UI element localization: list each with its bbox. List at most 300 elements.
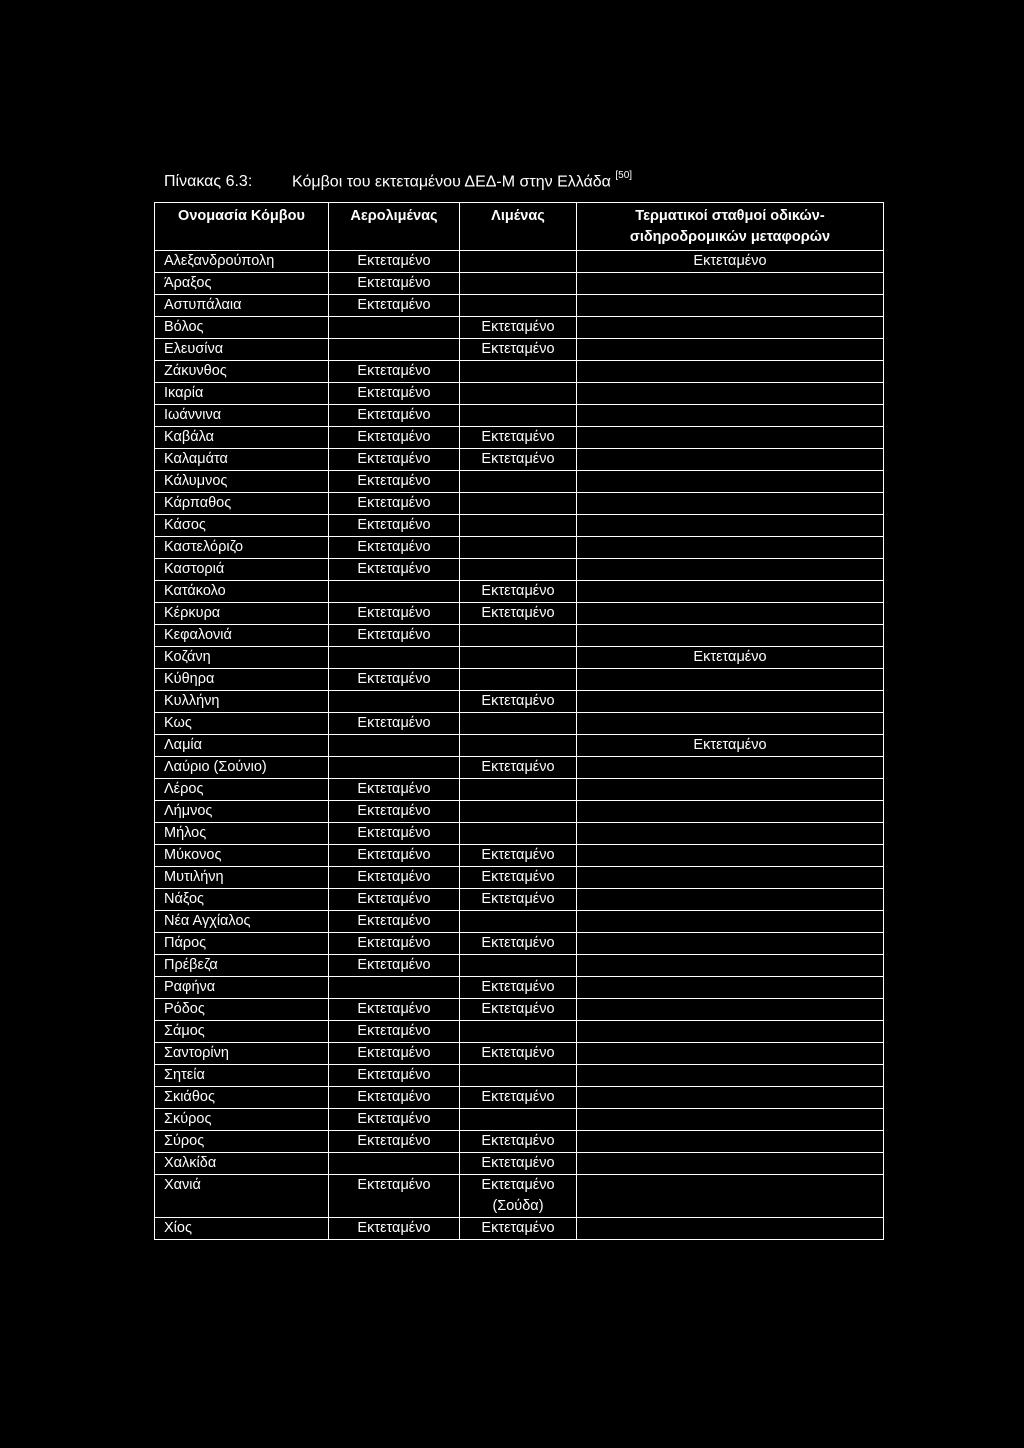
cell-port bbox=[460, 955, 577, 977]
cell-node-name bbox=[155, 493, 329, 515]
cell-airport bbox=[329, 339, 460, 361]
cell-airport-text: Εκτεταμένο bbox=[357, 407, 431, 423]
cell-airport bbox=[329, 801, 460, 823]
cell-port bbox=[460, 383, 577, 405]
cell-airport bbox=[329, 515, 460, 537]
cell-port bbox=[460, 581, 577, 603]
cell-terminal bbox=[577, 537, 884, 559]
cell-port bbox=[460, 405, 577, 427]
cell-node-name-text: Ικαρία bbox=[164, 385, 204, 401]
cell-node-name-text: Καλαμάτα bbox=[164, 451, 228, 467]
cell-port bbox=[460, 757, 577, 779]
table-row bbox=[155, 317, 884, 339]
cell-port-text: Εκτεταμένο bbox=[481, 1177, 555, 1193]
cell-port bbox=[460, 625, 577, 647]
cell-node-name bbox=[155, 603, 329, 625]
cell-node-name-text: Καστελόριζο bbox=[164, 539, 244, 555]
table-body bbox=[155, 251, 884, 1240]
cell-airport bbox=[329, 691, 460, 713]
cell-terminal bbox=[577, 999, 884, 1021]
cell-port-text: Εκτεταμένο bbox=[481, 341, 555, 357]
table-row bbox=[155, 493, 884, 515]
cell-node-name-text: Αστυπάλαια bbox=[164, 297, 242, 313]
cell-terminal bbox=[577, 449, 884, 471]
cell-terminal bbox=[577, 405, 884, 427]
table-row bbox=[155, 625, 884, 647]
cell-node-name bbox=[155, 647, 329, 669]
cell-terminal bbox=[577, 559, 884, 581]
cell-node-name bbox=[155, 339, 329, 361]
cell-airport bbox=[329, 823, 460, 845]
cell-port bbox=[460, 669, 577, 691]
cell-terminal bbox=[577, 823, 884, 845]
cell-port bbox=[460, 1043, 577, 1065]
cell-node-name bbox=[155, 933, 329, 955]
table-row bbox=[155, 405, 884, 427]
cell-node-name bbox=[155, 471, 329, 493]
cell-airport-text: Εκτεταμένο bbox=[357, 1089, 431, 1105]
table-caption-title: Κόμβοι του εκτεταμένου ΔΕΔ-Μ στην Ελλάδα bbox=[292, 173, 611, 191]
cell-airport-text: Εκτεταμένο bbox=[357, 539, 431, 555]
cell-port-text: Εκτεταμένο bbox=[481, 1045, 555, 1061]
cell-node-name bbox=[155, 581, 329, 603]
table-caption bbox=[164, 172, 632, 191]
cell-port bbox=[460, 1087, 577, 1109]
cell-port bbox=[460, 1153, 577, 1175]
cell-airport-text: Εκτεταμένο bbox=[357, 847, 431, 863]
cell-terminal bbox=[577, 251, 884, 273]
cell-node-name bbox=[155, 383, 329, 405]
cell-port bbox=[460, 251, 577, 273]
table-caption-reference: [50] bbox=[615, 170, 633, 181]
cell-terminal bbox=[577, 603, 884, 625]
cell-terminal bbox=[577, 493, 884, 515]
cell-node-name-text: Σκιάθος bbox=[164, 1089, 215, 1105]
cell-port bbox=[460, 603, 577, 625]
cell-port bbox=[460, 999, 577, 1021]
table-row bbox=[155, 339, 884, 361]
cell-port-text: Εκτεταμένο bbox=[481, 319, 555, 335]
cell-port-text: Εκτεταμένο bbox=[481, 1089, 555, 1105]
cell-airport-text: Εκτεταμένο bbox=[357, 429, 431, 445]
cell-airport-text: Εκτεταμένο bbox=[357, 627, 431, 643]
cell-node-name bbox=[155, 317, 329, 339]
cell-terminal bbox=[577, 669, 884, 691]
cell-node-name bbox=[155, 1218, 329, 1240]
cell-node-name-text: Κυλλήνη bbox=[164, 693, 220, 709]
cell-port-text: Εκτεταμένο bbox=[481, 1220, 555, 1236]
cell-port bbox=[460, 977, 577, 999]
cell-port bbox=[460, 1065, 577, 1087]
cell-node-name bbox=[155, 845, 329, 867]
table-row bbox=[155, 933, 884, 955]
cell-airport bbox=[329, 1109, 460, 1131]
table-row bbox=[155, 779, 884, 801]
cell-port bbox=[460, 1109, 577, 1131]
cell-port bbox=[460, 559, 577, 581]
cell-node-name bbox=[155, 735, 329, 757]
cell-node-name-text: Λαμία bbox=[164, 737, 203, 753]
cell-node-name bbox=[155, 779, 329, 801]
cell-airport-text: Εκτεταμένο bbox=[357, 671, 431, 687]
cell-airport bbox=[329, 537, 460, 559]
cell-node-name-text: Λήμνος bbox=[164, 803, 213, 819]
cell-node-name bbox=[155, 1175, 329, 1218]
cell-airport bbox=[329, 1065, 460, 1087]
cell-airport-text: Εκτεταμένο bbox=[357, 869, 431, 885]
cell-node-name bbox=[155, 1153, 329, 1175]
cell-airport bbox=[329, 625, 460, 647]
table-row bbox=[155, 515, 884, 537]
cell-port bbox=[460, 779, 577, 801]
cell-airport bbox=[329, 581, 460, 603]
cell-airport bbox=[329, 779, 460, 801]
cell-airport-text: Εκτεταμένο bbox=[357, 385, 431, 401]
cell-airport bbox=[329, 405, 460, 427]
cell-node-name bbox=[155, 273, 329, 295]
cell-airport-text: Εκτεταμένο bbox=[357, 1067, 431, 1083]
cell-node-name-text: Καστοριά bbox=[164, 561, 225, 577]
cell-node-name bbox=[155, 559, 329, 581]
cell-port bbox=[460, 1175, 577, 1218]
cell-terminal bbox=[577, 1175, 884, 1218]
cell-airport bbox=[329, 1043, 460, 1065]
table-row bbox=[155, 427, 884, 449]
cell-airport bbox=[329, 977, 460, 999]
cell-node-name bbox=[155, 911, 329, 933]
cell-port-text: Εκτεταμένο bbox=[481, 605, 555, 621]
cell-airport bbox=[329, 449, 460, 471]
cell-airport-text: Εκτεταμένο bbox=[357, 1001, 431, 1017]
cell-node-name bbox=[155, 757, 329, 779]
table-row bbox=[155, 1131, 884, 1153]
header-node-name: Ονομασία Κόμβου bbox=[155, 203, 329, 251]
cell-airport bbox=[329, 933, 460, 955]
cell-node-name-text: Σητεία bbox=[164, 1067, 205, 1083]
cell-terminal bbox=[577, 977, 884, 999]
cell-terminal bbox=[577, 911, 884, 933]
cell-node-name bbox=[155, 405, 329, 427]
cell-terminal bbox=[577, 691, 884, 713]
cell-port bbox=[460, 361, 577, 383]
cell-airport-text: Εκτεταμένο bbox=[357, 561, 431, 577]
cell-node-name bbox=[155, 955, 329, 977]
cell-node-name-text: Χανιά bbox=[164, 1177, 201, 1193]
cell-port-text: Εκτεταμένο bbox=[481, 869, 555, 885]
cell-airport-text: Εκτεταμένο bbox=[357, 803, 431, 819]
cell-terminal bbox=[577, 317, 884, 339]
table-row bbox=[155, 757, 884, 779]
table-row bbox=[155, 1218, 884, 1240]
cell-node-name-text: Ελευσίνα bbox=[164, 341, 224, 357]
table-row bbox=[155, 955, 884, 977]
cell-port bbox=[460, 295, 577, 317]
table-row bbox=[155, 889, 884, 911]
table-row bbox=[155, 1043, 884, 1065]
cell-airport bbox=[329, 603, 460, 625]
cell-node-name bbox=[155, 1131, 329, 1153]
cell-airport bbox=[329, 1153, 460, 1175]
cell-port bbox=[460, 493, 577, 515]
cell-airport-text: Εκτεταμένο bbox=[357, 913, 431, 929]
table-row bbox=[155, 735, 884, 757]
cell-airport bbox=[329, 757, 460, 779]
cell-airport bbox=[329, 955, 460, 977]
cell-terminal bbox=[577, 1218, 884, 1240]
cell-node-name bbox=[155, 515, 329, 537]
cell-airport bbox=[329, 845, 460, 867]
cell-terminal bbox=[577, 361, 884, 383]
cell-airport-text: Εκτεταμένο bbox=[357, 451, 431, 467]
cell-port bbox=[460, 823, 577, 845]
cell-terminal bbox=[577, 427, 884, 449]
table-row bbox=[155, 603, 884, 625]
cell-airport-text: Εκτεταμένο bbox=[357, 517, 431, 533]
cell-node-name-text: Κοζάνη bbox=[164, 649, 211, 665]
cell-node-name-text: Κέρκυρα bbox=[164, 605, 221, 621]
cell-airport-text: Εκτεταμένο bbox=[357, 363, 431, 379]
cell-terminal bbox=[577, 845, 884, 867]
cell-port bbox=[460, 471, 577, 493]
cell-terminal bbox=[577, 867, 884, 889]
cell-airport bbox=[329, 911, 460, 933]
cell-terminal bbox=[577, 1131, 884, 1153]
cell-node-name-text: Κατάκολο bbox=[164, 583, 226, 599]
cell-airport bbox=[329, 647, 460, 669]
cell-airport bbox=[329, 559, 460, 581]
cell-port bbox=[460, 1021, 577, 1043]
table-row bbox=[155, 911, 884, 933]
cell-terminal bbox=[577, 801, 884, 823]
cell-node-name bbox=[155, 295, 329, 317]
cell-port-text: Εκτεταμένο bbox=[481, 979, 555, 995]
cell-airport bbox=[329, 471, 460, 493]
cell-node-name bbox=[155, 1065, 329, 1087]
header-port: Λιμένας bbox=[460, 203, 577, 251]
cell-terminal bbox=[577, 295, 884, 317]
cell-port bbox=[460, 339, 577, 361]
cell-node-name-text: Μύκονος bbox=[164, 847, 222, 863]
cell-terminal bbox=[577, 1109, 884, 1131]
cell-node-name-text: Βόλος bbox=[164, 319, 204, 335]
cell-node-name-text: Νέα Αγχίαλος bbox=[164, 913, 251, 929]
cell-node-name bbox=[155, 669, 329, 691]
cell-node-name-text: Άραξος bbox=[164, 275, 212, 291]
cell-airport-text: Εκτεταμένο bbox=[357, 297, 431, 313]
cell-airport-text: Εκτεταμένο bbox=[357, 935, 431, 951]
table-row bbox=[155, 845, 884, 867]
cell-terminal bbox=[577, 1087, 884, 1109]
table-row bbox=[155, 537, 884, 559]
cell-airport-text: Εκτεταμένο bbox=[357, 495, 431, 511]
cell-port bbox=[460, 515, 577, 537]
cell-port bbox=[460, 845, 577, 867]
cell-node-name-text: Κεφαλονιά bbox=[164, 627, 232, 643]
cell-terminal bbox=[577, 339, 884, 361]
table-row bbox=[155, 1021, 884, 1043]
cell-node-name-text: Πρέβεζα bbox=[164, 957, 218, 973]
cell-terminal bbox=[577, 757, 884, 779]
cell-port-note: (Σούδα) bbox=[492, 1198, 544, 1214]
cell-port-text: Εκτεταμένο bbox=[481, 1133, 555, 1149]
cell-airport bbox=[329, 1175, 460, 1218]
cell-airport bbox=[329, 867, 460, 889]
cell-airport bbox=[329, 427, 460, 449]
cell-port bbox=[460, 691, 577, 713]
cell-airport bbox=[329, 361, 460, 383]
cell-terminal bbox=[577, 955, 884, 977]
cell-terminal bbox=[577, 779, 884, 801]
cell-node-name-text: Σκύρος bbox=[164, 1111, 212, 1127]
cell-node-name-text: Χίος bbox=[164, 1220, 192, 1236]
cell-node-name bbox=[155, 625, 329, 647]
table-row bbox=[155, 1109, 884, 1131]
table-row bbox=[155, 999, 884, 1021]
cell-port-text: Εκτεταμένο bbox=[481, 847, 555, 863]
cell-node-name bbox=[155, 823, 329, 845]
cell-node-name-text: Μήλος bbox=[164, 825, 207, 841]
cell-port bbox=[460, 735, 577, 757]
cell-node-name bbox=[155, 1043, 329, 1065]
cell-airport-text: Εκτεταμένο bbox=[357, 1133, 431, 1149]
cell-node-name-text: Σαντορίνη bbox=[164, 1045, 229, 1061]
cell-airport bbox=[329, 735, 460, 757]
cell-airport-text: Εκτεταμένο bbox=[357, 891, 431, 907]
cell-airport bbox=[329, 317, 460, 339]
cell-node-name-text: Πάρος bbox=[164, 935, 207, 951]
cell-port bbox=[460, 713, 577, 735]
cell-airport bbox=[329, 669, 460, 691]
cell-airport-text: Εκτεταμένο bbox=[357, 781, 431, 797]
cell-node-name bbox=[155, 537, 329, 559]
cell-airport-text: Εκτεταμένο bbox=[357, 957, 431, 973]
header-airport: Αερολιμένας bbox=[329, 203, 460, 251]
table-row bbox=[155, 1087, 884, 1109]
table-row bbox=[155, 823, 884, 845]
table-row bbox=[155, 1175, 884, 1218]
cell-port bbox=[460, 647, 577, 669]
cell-node-name bbox=[155, 1087, 329, 1109]
cell-port bbox=[460, 1131, 577, 1153]
cell-node-name bbox=[155, 801, 329, 823]
table-header-row bbox=[155, 203, 884, 251]
cell-port bbox=[460, 537, 577, 559]
cell-airport-text: Εκτεταμένο bbox=[357, 1111, 431, 1127]
table-row bbox=[155, 559, 884, 581]
table-row bbox=[155, 251, 884, 273]
table-row bbox=[155, 977, 884, 999]
cell-terminal bbox=[577, 581, 884, 603]
cell-airport-text: Εκτεταμένο bbox=[357, 1045, 431, 1061]
cell-terminal bbox=[577, 735, 884, 757]
table-row bbox=[155, 273, 884, 295]
cell-terminal bbox=[577, 383, 884, 405]
cell-node-name-text: Κάρπαθος bbox=[164, 495, 232, 511]
cell-node-name bbox=[155, 361, 329, 383]
cell-airport-text: Εκτεταμένο bbox=[357, 1220, 431, 1236]
cell-node-name bbox=[155, 449, 329, 471]
cell-terminal bbox=[577, 933, 884, 955]
cell-node-name-text: Καβάλα bbox=[164, 429, 215, 445]
cell-node-name-text: Χαλκίδα bbox=[164, 1155, 217, 1171]
cell-node-name bbox=[155, 1021, 329, 1043]
cell-node-name-text: Ραφήνα bbox=[164, 979, 216, 995]
cell-port-text: Εκτεταμένο bbox=[481, 451, 555, 467]
cell-airport-text: Εκτεταμένο bbox=[357, 473, 431, 489]
cell-port bbox=[460, 273, 577, 295]
cell-node-name-text: Κάλυμνος bbox=[164, 473, 228, 489]
cell-terminal-text: Εκτεταμένο bbox=[693, 649, 767, 665]
cell-node-name-text: Λαύριο (Σούνιο) bbox=[164, 759, 267, 775]
cell-node-name bbox=[155, 1109, 329, 1131]
table-row bbox=[155, 361, 884, 383]
cell-terminal bbox=[577, 515, 884, 537]
header-terminal: Τερματικοί σταθμοί οδικών-σιδηροδρομικών μεταφορών bbox=[577, 203, 884, 251]
cell-terminal bbox=[577, 625, 884, 647]
cell-port-text: Εκτεταμένο bbox=[481, 935, 555, 951]
cell-port bbox=[460, 911, 577, 933]
cell-terminal bbox=[577, 1153, 884, 1175]
cell-terminal bbox=[577, 273, 884, 295]
cell-airport-text: Εκτεταμένο bbox=[357, 715, 431, 731]
cell-node-name-text: Κως bbox=[164, 715, 192, 731]
cell-terminal bbox=[577, 1021, 884, 1043]
table-row bbox=[155, 669, 884, 691]
cell-airport-text: Εκτεταμένο bbox=[357, 605, 431, 621]
nodes-table bbox=[154, 202, 884, 1240]
cell-airport-text: Εκτεταμένο bbox=[357, 825, 431, 841]
cell-node-name bbox=[155, 977, 329, 999]
cell-port-text: Εκτεταμένο bbox=[481, 583, 555, 599]
cell-port-text: Εκτεταμένο bbox=[481, 1155, 555, 1171]
cell-airport bbox=[329, 273, 460, 295]
table-row bbox=[155, 471, 884, 493]
cell-port-text: Εκτεταμένο bbox=[481, 891, 555, 907]
cell-node-name-text: Σάμος bbox=[164, 1023, 205, 1039]
table-row bbox=[155, 713, 884, 735]
cell-port bbox=[460, 867, 577, 889]
cell-airport bbox=[329, 1087, 460, 1109]
cell-airport-text: Εκτεταμένο bbox=[357, 1177, 431, 1193]
cell-node-name-text: Κάσος bbox=[164, 517, 206, 533]
cell-node-name-text: Λέρος bbox=[164, 781, 204, 797]
table-row bbox=[155, 691, 884, 713]
cell-airport-text: Εκτεταμένο bbox=[357, 253, 431, 269]
cell-airport bbox=[329, 1131, 460, 1153]
table-row bbox=[155, 1153, 884, 1175]
cell-airport bbox=[329, 999, 460, 1021]
cell-port-text: Εκτεταμένο bbox=[481, 693, 555, 709]
cell-node-name bbox=[155, 713, 329, 735]
table-row bbox=[155, 581, 884, 603]
table-row bbox=[155, 1065, 884, 1087]
table-row bbox=[155, 867, 884, 889]
cell-terminal bbox=[577, 647, 884, 669]
cell-node-name-text: Μυτιλήνη bbox=[164, 869, 224, 885]
table-row bbox=[155, 383, 884, 405]
cell-airport bbox=[329, 1021, 460, 1043]
cell-port bbox=[460, 427, 577, 449]
cell-node-name-text: Ζάκυνθος bbox=[164, 363, 227, 379]
cell-node-name bbox=[155, 889, 329, 911]
cell-terminal bbox=[577, 1043, 884, 1065]
cell-terminal-text: Εκτεταμένο bbox=[693, 253, 767, 269]
cell-port-text: Εκτεταμένο bbox=[481, 429, 555, 445]
table-row bbox=[155, 801, 884, 823]
table-row bbox=[155, 647, 884, 669]
cell-terminal bbox=[577, 889, 884, 911]
cell-airport-text: Εκτεταμένο bbox=[357, 1023, 431, 1039]
